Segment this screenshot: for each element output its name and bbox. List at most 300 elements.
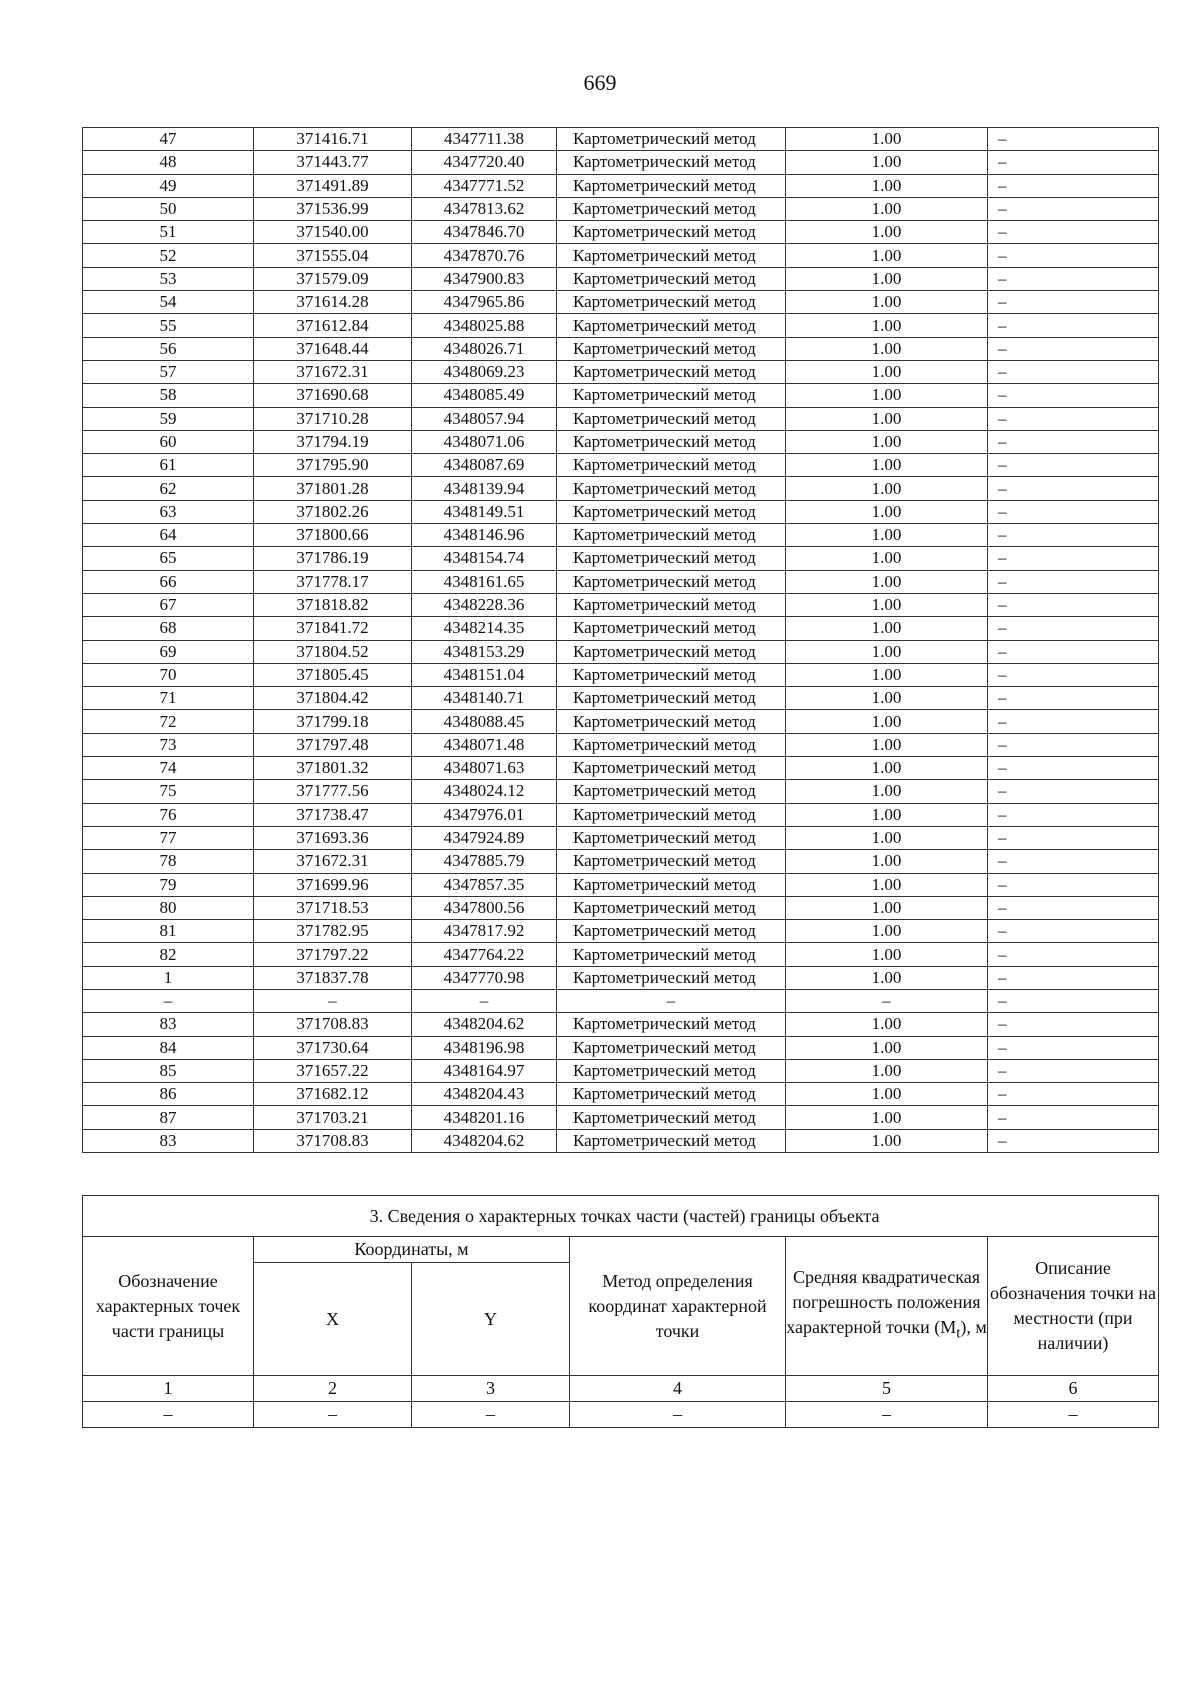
point-number: 1: [83, 966, 254, 989]
table-row: [83, 151, 1159, 174]
coord-y: 4348085.49: [412, 384, 557, 407]
coord-x: 371540.00: [254, 221, 412, 244]
method: Картометрический метод: [557, 733, 786, 756]
coord-y: 4348161.65: [412, 570, 557, 593]
description: –: [988, 244, 1159, 267]
method: Картометрический метод: [557, 1059, 786, 1082]
error-value: 1.00: [786, 1036, 988, 1059]
description: –: [988, 1083, 1159, 1106]
method: Картометрический метод: [557, 500, 786, 523]
table-row: [83, 617, 1159, 640]
coord-y: 4348069.23: [412, 360, 557, 383]
coord-y: 4347813.62: [412, 197, 557, 220]
error-value: 1.00: [786, 128, 988, 151]
coord-x: 371690.68: [254, 384, 412, 407]
coord-y: 4347770.98: [412, 966, 557, 989]
coord-x: 371693.36: [254, 826, 412, 849]
column-number: 4: [570, 1376, 786, 1402]
coord-x: 371804.52: [254, 640, 412, 663]
error-value: 1.00: [786, 477, 988, 500]
coord-y: 4347720.40: [412, 151, 557, 174]
coord-x: 371777.56: [254, 780, 412, 803]
coord-x: 371797.48: [254, 733, 412, 756]
method: Картометрический метод: [557, 174, 786, 197]
error-value: –: [786, 989, 988, 1012]
coord-x: 371416.71: [254, 128, 412, 151]
table-row: [83, 687, 1159, 710]
description: –: [988, 873, 1159, 896]
table-row: [83, 733, 1159, 756]
point-number: 78: [83, 850, 254, 873]
coord-x: 371805.45: [254, 663, 412, 686]
point-number: 75: [83, 780, 254, 803]
coord-y: 4348204.62: [412, 1129, 557, 1152]
error-value: 1.00: [786, 197, 988, 220]
point-number: 82: [83, 943, 254, 966]
coordinates-table-body: [83, 128, 1159, 1153]
point-number: –: [83, 989, 254, 1012]
coord-y: 4347924.89: [412, 826, 557, 849]
coord-y: 4348057.94: [412, 407, 557, 430]
section3-table: [82, 1195, 1159, 1428]
coord-x: 371801.32: [254, 757, 412, 780]
error-value: 1.00: [786, 291, 988, 314]
table-row: [83, 337, 1159, 360]
coord-x: 371579.09: [254, 267, 412, 290]
coord-x: 371718.53: [254, 896, 412, 919]
table-row: [83, 803, 1159, 826]
point-number: 48: [83, 151, 254, 174]
description: –: [988, 826, 1159, 849]
coord-x: 371794.19: [254, 430, 412, 453]
error-value: 1.00: [786, 174, 988, 197]
table-row: [83, 663, 1159, 686]
method: Картометрический метод: [557, 407, 786, 430]
method: –: [557, 989, 786, 1012]
method: Картометрический метод: [557, 873, 786, 896]
point-number: 63: [83, 500, 254, 523]
coord-y: 4348071.06: [412, 430, 557, 453]
error-value: 1.00: [786, 314, 988, 337]
point-number: 79: [83, 873, 254, 896]
coord-x: 371491.89: [254, 174, 412, 197]
method: Картометрический метод: [557, 710, 786, 733]
method: Картометрический метод: [557, 920, 786, 943]
header-designation: Обозначение характерных точек части границы: [83, 1237, 254, 1376]
description: –: [988, 780, 1159, 803]
point-number: 83: [83, 1129, 254, 1152]
table-row: [83, 500, 1159, 523]
error-value: 1.00: [786, 966, 988, 989]
error-value: 1.00: [786, 244, 988, 267]
coord-y: 4347771.52: [412, 174, 557, 197]
coord-y: 4348071.48: [412, 733, 557, 756]
coord-x: 371657.22: [254, 1059, 412, 1082]
table-row: [83, 454, 1159, 477]
error-value: 1.00: [786, 267, 988, 290]
coord-y: 4348071.63: [412, 757, 557, 780]
page-number: 669: [583, 70, 617, 95]
method: Картометрический метод: [557, 1036, 786, 1059]
coord-x: 371837.78: [254, 966, 412, 989]
error-value: 1.00: [786, 943, 988, 966]
description: –: [988, 850, 1159, 873]
coord-x: 371708.83: [254, 1129, 412, 1152]
description: –: [988, 197, 1159, 220]
header-method: Метод определения координат характерной точки: [570, 1237, 786, 1376]
description: –: [988, 291, 1159, 314]
description: –: [988, 663, 1159, 686]
point-number: 53: [83, 267, 254, 290]
point-number: 72: [83, 710, 254, 733]
point-number: 77: [83, 826, 254, 849]
point-number: 65: [83, 547, 254, 570]
coord-y: 4348196.98: [412, 1036, 557, 1059]
coord-x: 371536.99: [254, 197, 412, 220]
method: Картометрический метод: [557, 221, 786, 244]
coord-y: –: [412, 989, 557, 1012]
coord-y: 4347900.83: [412, 267, 557, 290]
error-value: 1.00: [786, 640, 988, 663]
method: Картометрический метод: [557, 524, 786, 547]
header-description: Описание обозначения точки на местности (при наличии): [988, 1237, 1159, 1376]
empty-cell: –: [83, 1402, 254, 1428]
table-row: [83, 477, 1159, 500]
table-row: [83, 291, 1159, 314]
coord-x: 371786.19: [254, 547, 412, 570]
table-row: [83, 221, 1159, 244]
method: Картометрический метод: [557, 850, 786, 873]
coord-x: 371795.90: [254, 454, 412, 477]
point-number: 84: [83, 1036, 254, 1059]
method: Картометрический метод: [557, 826, 786, 849]
description: –: [988, 920, 1159, 943]
header-error-prefix: Средняя квадратическая погрешность положения характерной точки (M: [786, 1267, 981, 1338]
description: –: [988, 617, 1159, 640]
coord-y: 4348204.43: [412, 1083, 557, 1106]
coord-y: 4348149.51: [412, 500, 557, 523]
header-error-sub: t: [956, 1325, 961, 1342]
coord-x: 371802.26: [254, 500, 412, 523]
table-row: [83, 1083, 1159, 1106]
point-number: 56: [83, 337, 254, 360]
coord-y: 4348214.35: [412, 617, 557, 640]
error-value: 1.00: [786, 920, 988, 943]
coord-x: –: [254, 989, 412, 1012]
error-value: 1.00: [786, 780, 988, 803]
method: Картометрический метод: [557, 454, 786, 477]
column-numbers-row: [83, 1376, 1159, 1402]
coord-y: 4347800.56: [412, 896, 557, 919]
method: Картометрический метод: [557, 384, 786, 407]
description: –: [988, 710, 1159, 733]
error-value: 1.00: [786, 1059, 988, 1082]
description: –: [988, 314, 1159, 337]
method: Картометрический метод: [557, 337, 786, 360]
method: Картометрический метод: [557, 128, 786, 151]
table-row: [83, 966, 1159, 989]
table-row: [83, 407, 1159, 430]
error-value: 1.00: [786, 430, 988, 453]
column-number: 5: [786, 1376, 988, 1402]
error-value: 1.00: [786, 524, 988, 547]
table-row: [83, 314, 1159, 337]
table-row: [83, 1059, 1159, 1082]
description: –: [988, 593, 1159, 616]
coord-y: 4348088.45: [412, 710, 557, 733]
table-row: [83, 1106, 1159, 1129]
method: Картометрический метод: [557, 1083, 786, 1106]
method: Картометрический метод: [557, 197, 786, 220]
table-row: [83, 757, 1159, 780]
table-row: [83, 547, 1159, 570]
point-number: 52: [83, 244, 254, 267]
table-row: [83, 780, 1159, 803]
error-value: 1.00: [786, 221, 988, 244]
coord-x: 371800.66: [254, 524, 412, 547]
error-value: 1.00: [786, 617, 988, 640]
description: –: [988, 1036, 1159, 1059]
coord-x: 371818.82: [254, 593, 412, 616]
table-row: [83, 524, 1159, 547]
error-value: 1.00: [786, 407, 988, 430]
empty-row: [83, 1402, 1159, 1428]
point-number: 80: [83, 896, 254, 919]
error-value: 1.00: [786, 1083, 988, 1106]
table-row: [83, 943, 1159, 966]
method: Картометрический метод: [557, 640, 786, 663]
description: –: [988, 1129, 1159, 1152]
method: Картометрический метод: [557, 687, 786, 710]
coord-x: 371801.28: [254, 477, 412, 500]
coord-y: 4347965.86: [412, 291, 557, 314]
table-row: [83, 267, 1159, 290]
method: Картометрический метод: [557, 244, 786, 267]
point-number: 50: [83, 197, 254, 220]
point-number: 59: [83, 407, 254, 430]
description: –: [988, 966, 1159, 989]
description: –: [988, 407, 1159, 430]
empty-cell: –: [988, 1402, 1159, 1428]
column-number: 1: [83, 1376, 254, 1402]
point-number: 58: [83, 384, 254, 407]
description: –: [988, 174, 1159, 197]
table-row: [83, 570, 1159, 593]
header-error-suffix: ), м: [960, 1317, 987, 1338]
coord-x: 371614.28: [254, 291, 412, 314]
error-value: 1.00: [786, 547, 988, 570]
coord-x: 371443.77: [254, 151, 412, 174]
coord-y: 4348026.71: [412, 337, 557, 360]
description: –: [988, 221, 1159, 244]
description: –: [988, 267, 1159, 290]
description: –: [988, 733, 1159, 756]
error-value: 1.00: [786, 384, 988, 407]
method: Картометрический метод: [557, 943, 786, 966]
description: –: [988, 803, 1159, 826]
header-x: X: [254, 1263, 412, 1376]
point-number: 70: [83, 663, 254, 686]
table-row: [83, 850, 1159, 873]
coord-y: 4347846.70: [412, 221, 557, 244]
coord-y: 4348153.29: [412, 640, 557, 663]
table-row: [83, 384, 1159, 407]
description: –: [988, 384, 1159, 407]
point-number: 73: [83, 733, 254, 756]
method: Картометрический метод: [557, 360, 786, 383]
coord-x: 371710.28: [254, 407, 412, 430]
coord-x: 371555.04: [254, 244, 412, 267]
description: –: [988, 570, 1159, 593]
table-row: [83, 640, 1159, 663]
description: –: [988, 500, 1159, 523]
empty-cell: –: [570, 1402, 786, 1428]
coord-y: 4347885.79: [412, 850, 557, 873]
error-value: 1.00: [786, 151, 988, 174]
coord-x: 371738.47: [254, 803, 412, 826]
coord-y: 4348025.88: [412, 314, 557, 337]
table-row: [83, 1013, 1159, 1036]
method: Картометрический метод: [557, 291, 786, 314]
point-number: 47: [83, 128, 254, 151]
point-number: 57: [83, 360, 254, 383]
header-error: [786, 1237, 988, 1376]
coord-x: 371841.72: [254, 617, 412, 640]
column-number: 2: [254, 1376, 412, 1402]
coord-y: 4348164.97: [412, 1059, 557, 1082]
point-number: 68: [83, 617, 254, 640]
method: Картометрический метод: [557, 757, 786, 780]
point-number: 62: [83, 477, 254, 500]
column-number: 3: [412, 1376, 570, 1402]
table-row: [83, 128, 1159, 151]
method: Картометрический метод: [557, 570, 786, 593]
method: Картометрический метод: [557, 803, 786, 826]
coord-x: 371672.31: [254, 360, 412, 383]
method: Картометрический метод: [557, 547, 786, 570]
section3-title: 3. Сведения о характерных точках части (частей) границы объекта: [83, 1196, 1159, 1237]
coord-x: 371804.42: [254, 687, 412, 710]
header-y: Y: [412, 1263, 570, 1376]
point-number: 61: [83, 454, 254, 477]
coord-y: 4348087.69: [412, 454, 557, 477]
table-row: [83, 1036, 1159, 1059]
table-row: [83, 826, 1159, 849]
error-value: 1.00: [786, 663, 988, 686]
description: –: [988, 1106, 1159, 1129]
description: –: [988, 989, 1159, 1012]
description: –: [988, 337, 1159, 360]
method: Картометрический метод: [557, 1129, 786, 1152]
coord-y: 4347711.38: [412, 128, 557, 151]
empty-cell: –: [786, 1402, 988, 1428]
description: –: [988, 477, 1159, 500]
coord-y: 4348154.74: [412, 547, 557, 570]
coord-x: 371612.84: [254, 314, 412, 337]
error-value: 1.00: [786, 873, 988, 896]
coord-y: 4347870.76: [412, 244, 557, 267]
coord-y: 4348140.71: [412, 687, 557, 710]
description: –: [988, 896, 1159, 919]
coord-y: 4348139.94: [412, 477, 557, 500]
error-value: 1.00: [786, 570, 988, 593]
method: Картометрический метод: [557, 663, 786, 686]
coord-x: 371778.17: [254, 570, 412, 593]
point-number: 76: [83, 803, 254, 826]
point-number: 54: [83, 291, 254, 314]
point-number: 51: [83, 221, 254, 244]
method: Картометрический метод: [557, 151, 786, 174]
coord-x: 371782.95: [254, 920, 412, 943]
section3-header-row: [83, 1237, 1159, 1263]
error-value: 1.00: [786, 687, 988, 710]
error-value: 1.00: [786, 337, 988, 360]
description: –: [988, 687, 1159, 710]
error-value: 1.00: [786, 896, 988, 919]
coord-y: 4347817.92: [412, 920, 557, 943]
method: Картометрический метод: [557, 617, 786, 640]
error-value: 1.00: [786, 500, 988, 523]
coordinates-table: [82, 127, 1159, 1153]
point-number: 55: [83, 314, 254, 337]
error-value: 1.00: [786, 803, 988, 826]
description: –: [988, 547, 1159, 570]
error-value: 1.00: [786, 733, 988, 756]
description: –: [988, 151, 1159, 174]
coord-y: 4348201.16: [412, 1106, 557, 1129]
error-value: 1.00: [786, 454, 988, 477]
method: Картометрический метод: [557, 477, 786, 500]
description: –: [988, 430, 1159, 453]
description: –: [988, 524, 1159, 547]
column-number: 6: [988, 1376, 1159, 1402]
method: Картометрический метод: [557, 1106, 786, 1129]
table-row: [83, 989, 1159, 1012]
coord-y: 4348024.12: [412, 780, 557, 803]
table-row: [83, 873, 1159, 896]
table-row: [83, 360, 1159, 383]
description: –: [988, 454, 1159, 477]
point-number: 71: [83, 687, 254, 710]
table-row: [83, 593, 1159, 616]
method: Картометрический метод: [557, 780, 786, 803]
point-number: 83: [83, 1013, 254, 1036]
error-value: 1.00: [786, 710, 988, 733]
point-number: 81: [83, 920, 254, 943]
coord-x: 371672.31: [254, 850, 412, 873]
method: Картометрический метод: [557, 267, 786, 290]
table-row: [83, 244, 1159, 267]
point-number: 69: [83, 640, 254, 663]
description: –: [988, 757, 1159, 780]
method: Картометрический метод: [557, 896, 786, 919]
point-number: 67: [83, 593, 254, 616]
coord-y: 4348228.36: [412, 593, 557, 616]
point-number: 60: [83, 430, 254, 453]
table-row: [83, 197, 1159, 220]
point-number: 85: [83, 1059, 254, 1082]
description: –: [988, 640, 1159, 663]
coord-x: 371799.18: [254, 710, 412, 733]
point-number: 64: [83, 524, 254, 547]
coord-y: 4347976.01: [412, 803, 557, 826]
coord-y: 4347857.35: [412, 873, 557, 896]
error-value: 1.00: [786, 593, 988, 616]
coord-x: 371682.12: [254, 1083, 412, 1106]
table-row: [83, 920, 1159, 943]
coord-x: 371797.22: [254, 943, 412, 966]
description: –: [988, 1013, 1159, 1036]
